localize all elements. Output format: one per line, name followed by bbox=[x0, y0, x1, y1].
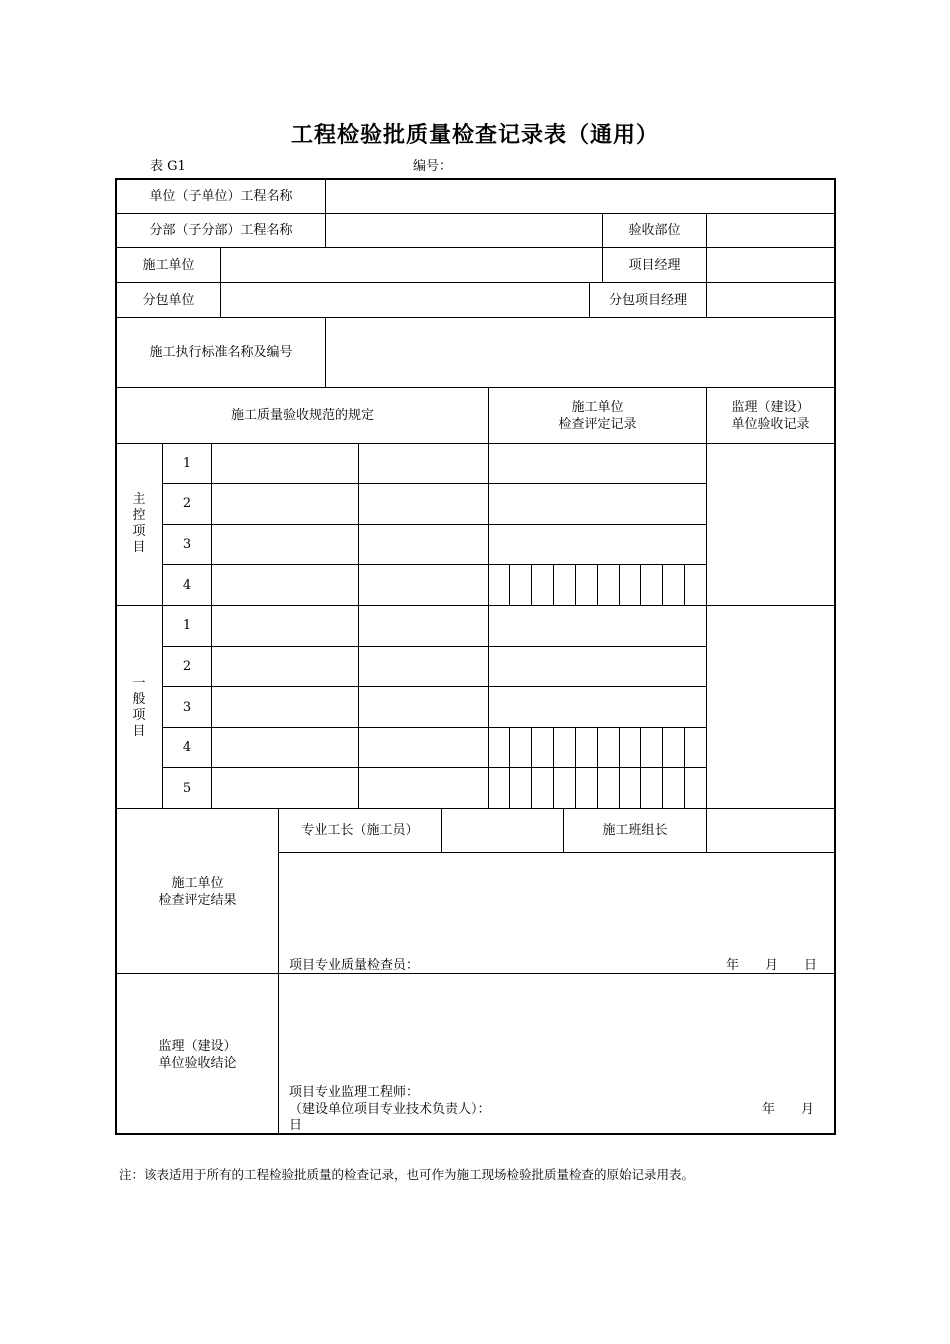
grid-line bbox=[531, 727, 532, 808]
serial-number-label: 编号： bbox=[413, 159, 453, 174]
row-line bbox=[116, 605, 835, 606]
general-item-number: 1 bbox=[182, 618, 192, 633]
grid-line bbox=[619, 727, 620, 808]
row-line bbox=[162, 564, 706, 565]
grid-line bbox=[597, 727, 598, 808]
supervising-engineer-label: 项目专业监理工程师： bbox=[289, 1085, 420, 1100]
col-line bbox=[488, 387, 489, 808]
col-line bbox=[211, 443, 212, 808]
check-result-label-line2: 检查评定结果 bbox=[158, 893, 237, 908]
col-line bbox=[706, 213, 707, 317]
subcontract-unit-label: 分包单位 bbox=[142, 293, 195, 308]
grid-line bbox=[662, 727, 663, 808]
grid-line bbox=[684, 727, 685, 808]
acceptance-conclusion-label-line2: 单位验收结论 bbox=[158, 1056, 237, 1071]
unit-project-name-label: 单位（子单位）工程名称 bbox=[149, 189, 293, 204]
form-number: 表 G1 bbox=[150, 159, 186, 174]
conclusion-date: 年 月 bbox=[762, 1102, 815, 1117]
subcontract-manager-label: 分包项目经理 bbox=[608, 293, 687, 308]
row-line bbox=[116, 247, 835, 248]
row-line bbox=[162, 767, 706, 768]
grid-line bbox=[640, 564, 641, 605]
division-project-name-label: 分部（子分部）工程名称 bbox=[149, 223, 293, 238]
general-items-label: 一般项目 bbox=[132, 676, 146, 739]
row-line bbox=[162, 727, 706, 728]
row-line bbox=[162, 646, 706, 647]
row-line bbox=[116, 808, 835, 809]
grid-line bbox=[509, 727, 510, 808]
row-line bbox=[116, 387, 835, 388]
table-border-top bbox=[115, 178, 836, 180]
row-line bbox=[162, 686, 706, 687]
acceptance-part-label: 验收部位 bbox=[628, 223, 681, 238]
grid-line bbox=[684, 564, 685, 605]
main-item-number: 3 bbox=[182, 537, 192, 552]
supervision-header-line2: 单位验收记录 bbox=[731, 417, 810, 432]
quality-inspector-label: 项目专业质量检查员： bbox=[289, 958, 420, 973]
grid-line bbox=[575, 564, 576, 605]
table-border-right bbox=[834, 178, 836, 1135]
grid-line bbox=[662, 564, 663, 605]
col-line bbox=[441, 808, 442, 852]
acceptance-conclusion-label-line1: 监理（建设） bbox=[158, 1039, 237, 1054]
col-line bbox=[278, 808, 279, 1134]
unit-check-header-line1: 施工单位 bbox=[571, 400, 624, 415]
main-item-number: 1 bbox=[182, 456, 192, 471]
col-line bbox=[325, 317, 326, 387]
general-item-number: 4 bbox=[182, 740, 192, 755]
supervision-header-line1: 监理（建设） bbox=[731, 400, 810, 415]
unit-check-header-line2: 检查评定记录 bbox=[558, 417, 637, 432]
grid-line bbox=[597, 564, 598, 605]
row-line bbox=[162, 483, 706, 484]
col-line bbox=[358, 443, 359, 808]
grid-line bbox=[640, 727, 641, 808]
grid-line bbox=[619, 564, 620, 605]
construction-unit-label: 施工单位 bbox=[142, 258, 195, 273]
main-item-number: 2 bbox=[182, 496, 192, 511]
row-line bbox=[162, 524, 706, 525]
col-line bbox=[220, 247, 221, 317]
row-line bbox=[116, 443, 835, 444]
owner-tech-lead-label: （建设单位项目专业技术负责人）： bbox=[289, 1102, 491, 1117]
spec-rules-header: 施工质量验收规范的规定 bbox=[230, 408, 374, 423]
col-line bbox=[325, 179, 326, 247]
grid-line bbox=[575, 727, 576, 808]
grid-line bbox=[553, 564, 554, 605]
main-items-label: 主控项目 bbox=[132, 492, 146, 555]
check-result-label-line1: 施工单位 bbox=[171, 876, 224, 891]
col-line bbox=[706, 387, 707, 808]
footnote: 注：该表适用于所有的工程检验批质量的检查记录，也可作为施工现场检验批质量检查的原始记录用表。 bbox=[119, 1167, 695, 1182]
general-item-number: 5 bbox=[182, 781, 192, 796]
col-line bbox=[706, 808, 707, 852]
inspector-date: 年 月 日 bbox=[726, 958, 818, 973]
general-item-number: 3 bbox=[182, 700, 192, 715]
row-line bbox=[116, 282, 835, 283]
conclusion-date-day: 日 bbox=[289, 1118, 303, 1133]
row-line bbox=[116, 317, 835, 318]
general-item-number: 2 bbox=[182, 659, 192, 674]
row-line bbox=[116, 213, 835, 214]
project-manager-label: 项目经理 bbox=[628, 258, 681, 273]
row-line bbox=[278, 852, 835, 853]
table-border-bottom bbox=[115, 1133, 836, 1135]
grid-line bbox=[553, 727, 554, 808]
form-title: 工程检验批质量检查记录表（通用） bbox=[290, 123, 659, 148]
standard-name-label: 施工执行标准名称及编号 bbox=[149, 345, 293, 360]
grid-line bbox=[531, 564, 532, 605]
table-border-left bbox=[115, 178, 117, 1135]
grid-line bbox=[509, 564, 510, 605]
foreman-label: 专业工长（施工员） bbox=[301, 823, 419, 838]
team-leader-label: 施工班组长 bbox=[602, 823, 668, 838]
main-item-number: 4 bbox=[182, 578, 192, 593]
